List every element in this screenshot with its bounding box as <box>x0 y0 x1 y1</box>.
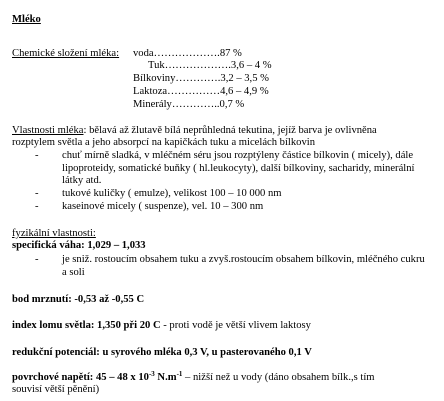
refraction-note: - proti vodě je větší vlivem laktosy <box>160 320 311 331</box>
tension-value: povrchové napětí: 45 – 48 x 10 <box>12 372 149 383</box>
composition-label: Chemické složení mléka: <box>12 48 120 59</box>
properties-label: Vlastnosti mléka <box>12 125 84 136</box>
component-name: voda <box>133 48 154 59</box>
gravity-note-line-1: je sniž. rostoucím obsahem tuku a zvyš.rostoucím obsahem bílkovin, mléčného cukru <box>62 254 425 265</box>
bullet-taste-line-2: lipoproteidy, somatické buňky ( hl.leukocyty), další bílkoviny, sacharidy, minerální <box>62 163 415 174</box>
freezing-point: bod mrznutí: -0,53 až -0,55 C <box>12 294 145 305</box>
physical-label: fyzikální vlastnosti: <box>12 228 96 239</box>
properties-text: : bělavá až žlutavě bílá neprůhledná tekutina, jejíž barva je ovlivněna <box>83 125 377 136</box>
properties-line-2: rozptylem světla a jeho absorpcí na kapičkách tuku a micelách bílkovin <box>12 137 315 148</box>
bullet-casein-micelles: kaseinové micely ( suspenze), vel. 10 – 300 nm <box>62 201 264 212</box>
properties-line-1 <box>12 125 377 137</box>
tension-unit: N.m <box>154 372 177 383</box>
component-value: 4,6 – 4,9 % <box>220 86 269 97</box>
leader-dots: ………………. <box>164 60 231 71</box>
composition-row-fat <box>148 60 272 72</box>
component-name: Bílkoviny <box>133 73 176 84</box>
bullet-taste-line-3: látky atd. <box>62 175 102 186</box>
component-name: Laktoza <box>133 86 168 97</box>
redox-potential: redukční potenciál: u syrového mléka 0,3 V, u pasterovaného 0,1 V <box>12 347 312 358</box>
bullet-dash: - <box>35 201 39 212</box>
surface-tension-line-2: souvisí větší pěnění) <box>12 384 100 395</box>
document-title: Mléko <box>12 14 41 25</box>
bullet-dash: - <box>35 150 39 161</box>
refraction-value: index lomu světla: 1,350 při 20 C <box>12 320 161 331</box>
component-value: 87 % <box>219 48 242 59</box>
leader-dots: ………….. <box>171 99 220 110</box>
surface-tension-line-1 <box>12 372 375 384</box>
composition-row-protein <box>133 73 269 85</box>
gravity-note-line-2: a soli <box>62 267 85 278</box>
leader-dots: …………… <box>167 86 221 97</box>
component-value: 3,6 – 4 % <box>230 60 272 71</box>
bullet-taste-line-1: chuť mírně sladká, v mléčném séru jsou rozptýleny částice bílkovin ( micely), dále <box>62 150 414 161</box>
tension-note: – nižší než u vody (dáno obsahem bílk.,s tím <box>182 372 375 383</box>
component-value: 0,7 % <box>219 99 245 110</box>
component-name: Minerály <box>133 99 172 110</box>
component-name: Tuk <box>148 60 165 71</box>
refraction-index <box>12 320 311 332</box>
bullet-fat-globules: tukové kuličky ( emulze), velikost 100 – 10 000 nm <box>62 188 282 199</box>
specific-gravity: specifická váha: 1,029 – 1,033 <box>12 240 146 251</box>
composition-row-water <box>133 48 242 60</box>
tension-exponent: -3 <box>148 370 155 378</box>
composition-row-minerals <box>133 99 244 111</box>
composition-row-lactose <box>133 86 269 98</box>
leader-dots: ………………. <box>153 48 220 59</box>
bullet-dash: - <box>35 188 39 199</box>
unit-exponent: -1 <box>176 370 183 378</box>
component-value: 3,2 – 3,5 % <box>220 73 269 84</box>
leader-dots: …………. <box>175 73 221 84</box>
bullet-dash: - <box>35 254 39 265</box>
